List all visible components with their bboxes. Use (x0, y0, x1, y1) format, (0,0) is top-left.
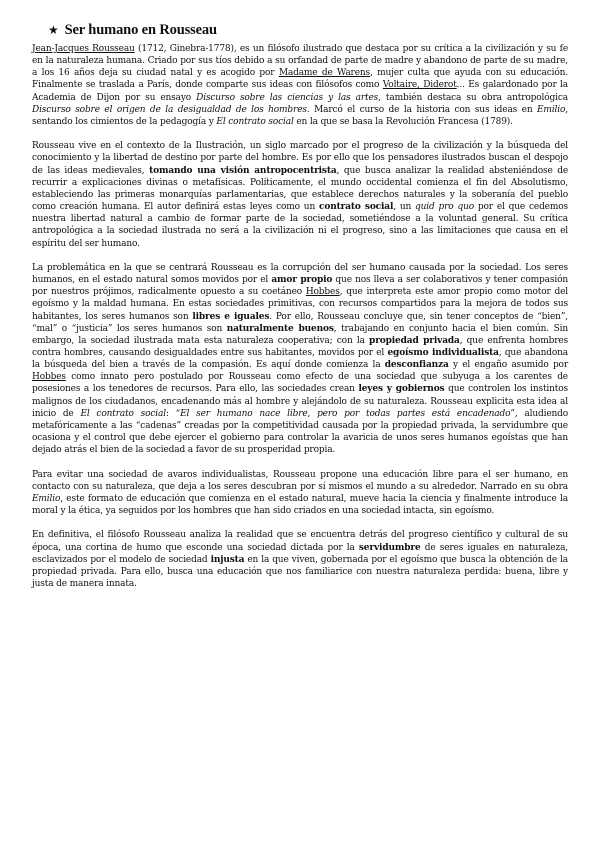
text-run: La problemática en la que se centrará Rousseau es la corrupción del ser humano causada por la sociedad. Los seres humanos, en el estado natural somos movidos por el (32, 262, 568, 286)
text-run: por el que cedemos nuestra libertad natural a cambio de formar parte de la sociedad, sometiéndose a la voluntad general. Su crítica antropológica a la sociedad ilustrada no será a la civilización ni el progreso, sino a las limitaciones que causa en el espíritu del ser humano. (32, 202, 568, 249)
bold-text: propiedad privada (369, 335, 460, 346)
italic-text: El contrato social (80, 408, 166, 419)
text-run: , que busca analizar la realidad absteniéndose de recurrir a explicaciones divinas o metafísicas. Políticamente, el mundo occidental comienza el fin del Absolutismo, estableciendo las primeras monarquías parlamentarias, que establece derechos naturales y la soberanía del pueblo como creación humana. El autor definirá estas leyes como un (32, 165, 568, 213)
bold-text: tomando una visión antropocentrista (149, 165, 337, 176)
text-run: como innato pero postulado por Rousseau como efecto de una sociedad que subyuga a los carentes de posesiones a los tenedores de recursos. Para ello, las sociedades crean (32, 372, 568, 395)
italic-text: El ser humano nace libre, pero por todas partes está encadenado (180, 408, 511, 419)
underlined-name: Hobbes (305, 287, 340, 298)
bold-text: leyes y gobiernos (358, 384, 445, 395)
paragraph (32, 469, 568, 518)
document-title-text: Ser humano en Rousseau (64, 22, 217, 38)
underlined-name: Jean-Jacques Rousseau (32, 44, 135, 54)
paragraph (32, 43, 568, 128)
bold-text: injusta (210, 554, 245, 565)
document-body (32, 43, 568, 590)
document-title (48, 22, 568, 39)
paragraph (32, 529, 568, 590)
bold-text: egoísmo individualista (387, 347, 499, 358)
underlined-name: Voltaire, Diderot (382, 80, 457, 91)
text-run: Rousseau vive en el contexto de la Ilustración, un siglo marcado por el progreso de la civilización y la búsqueda del conocimiento y la libertad de destino por parte del hombre. Es por ello que los pensadores ilustrados buscan el despojo de las ideas medievales, (32, 141, 568, 176)
text-run: , sentando los cimientos de la pedagogía y (32, 104, 568, 127)
text-run: en la que viven, gobernada por el egoísmo que busca la obtención de la propiedad privada. Para ello, busca una educación que nos familiarice con nuestra naturaleza perdida: buena, libre y justa de manera innata. (32, 554, 569, 589)
text-run: ”, aludiendo metafóricamente a las “cadenas” creadas por la competitividad causada por la propiedad privada, la servidumbre que ocasiona y el control que debe ejercer el gobierno para controlar la avaricia de unos seres humanos egoístas que han dejado atrás el bien de la sociedad a favor de su prosperidad propia. (32, 408, 569, 456)
underlined-name: Hobbes (32, 372, 66, 383)
text-run: de seres iguales en naturaleza, esclavizados por el modelo de sociedad (32, 542, 568, 565)
bold-text: amor propio (271, 275, 333, 286)
text-run: (1712, Ginebra-1778), es un filósofo ilustrado que destaca por su crítica a la civilización y su fe en la naturaleza humana. Criado por sus tíos debido a su orfandad de parte de madre y abandono de parte de su madre, a los 16 años deja su ciudad natal y es acogido por (32, 44, 568, 79)
text-run: , que abandona la búsqueda del bien a través de la compasión. Es aquí donde comienza la (32, 347, 568, 371)
text-run: , un (393, 202, 416, 213)
italic-text: Emilio (537, 104, 566, 115)
text-run: . Marcó el curso de la historia con sus ideas en (306, 104, 538, 115)
italic-text: Emilio (32, 493, 61, 504)
bold-text: desconfianza (384, 360, 449, 371)
text-run: . Por ello, Rousseau concluye que, sin tener conceptos de “bien”, “mal” o “justicia” los seres humanos son (32, 311, 568, 334)
text-run: en la que se basa la Revolución Francesa (1789). (293, 116, 513, 127)
paragraph (32, 262, 568, 457)
italic-text: quid pro quo (415, 202, 475, 213)
document-page (32, 22, 568, 602)
text-run: Para evitar una sociedad de avaros individualistas, Rousseau propone una educación libre para el ser humano, en contacto con su naturaleza, que deja a los seres descubran por sí mismos el mundo a su alrededor. Narrado en su obra (32, 469, 568, 492)
italic-text: Discurso sobre las ciencias y las artes (196, 92, 379, 103)
underlined-name: Madame de Warens (278, 68, 370, 79)
bold-text: naturalmente buenos (226, 323, 334, 334)
text-run: , trabajando en conjunto hacia el bien común. Sin embargo, la sociedad ilustrada mata esta naturaleza cooperativa; con la (32, 323, 568, 346)
paragraph (32, 140, 568, 249)
bold-text: libres e iguales (192, 311, 270, 322)
text-run: que nos lleva a ser colaborativos y tener compasión por nuestros prójimos, radicalmente opuesto a su coetáneo (32, 275, 568, 298)
text-run: , mujer culta que ayuda con su educación. Finalmente se traslada a París, donde comparte sus ideas con filósofos como (32, 68, 569, 91)
star-icon: ★ (48, 23, 59, 37)
bold-text: servidumbre (358, 542, 421, 553)
text-run: y el engaño asumido por (448, 360, 568, 371)
text-run: , que interpreta este amor propio como motor del egoísmo y la maldad humana. En estas sociedades primitivas, con recursos compartidos para la mejora de todos sus habitantes, los seres humanos son (32, 287, 568, 322)
text-run: , que enfrenta hombres contra hombres, causando desigualdades entre sus habitantes, movidos por el (32, 335, 568, 358)
italic-text: Discurso sobre el origen de la desigualdad de los hombres (32, 104, 307, 115)
text-run: ... Es galardonado por la Academia de Dijon por su ensayo (32, 80, 568, 103)
text-run: : “ (165, 408, 181, 419)
text-run: , este formato de educación que comienza en el estado natural, mueve hacia la ciencia y finalmente introduce la moral y la ética, ya seguidos por los hombres que han sido criados en una sociedad intacta, sin egoísmo. (32, 493, 568, 517)
bold-text: contrato social (319, 202, 394, 213)
italic-text: El contrato social (216, 116, 294, 127)
text-run: En definitiva, el filósofo Rousseau analiza la realidad que se encuentra detrás del progreso científico y cultural de su época, una cortina de humo que esconde una sociedad dictada por la (32, 530, 568, 553)
text-run: , también destaca su obra antropológica (378, 92, 568, 103)
text-run: que controlen los instintos malignos de los ciudadanos, encadenando más al hombre y alejándolo de su naturaleza. Rousseau explicita esta idea al inicio de (32, 384, 568, 419)
